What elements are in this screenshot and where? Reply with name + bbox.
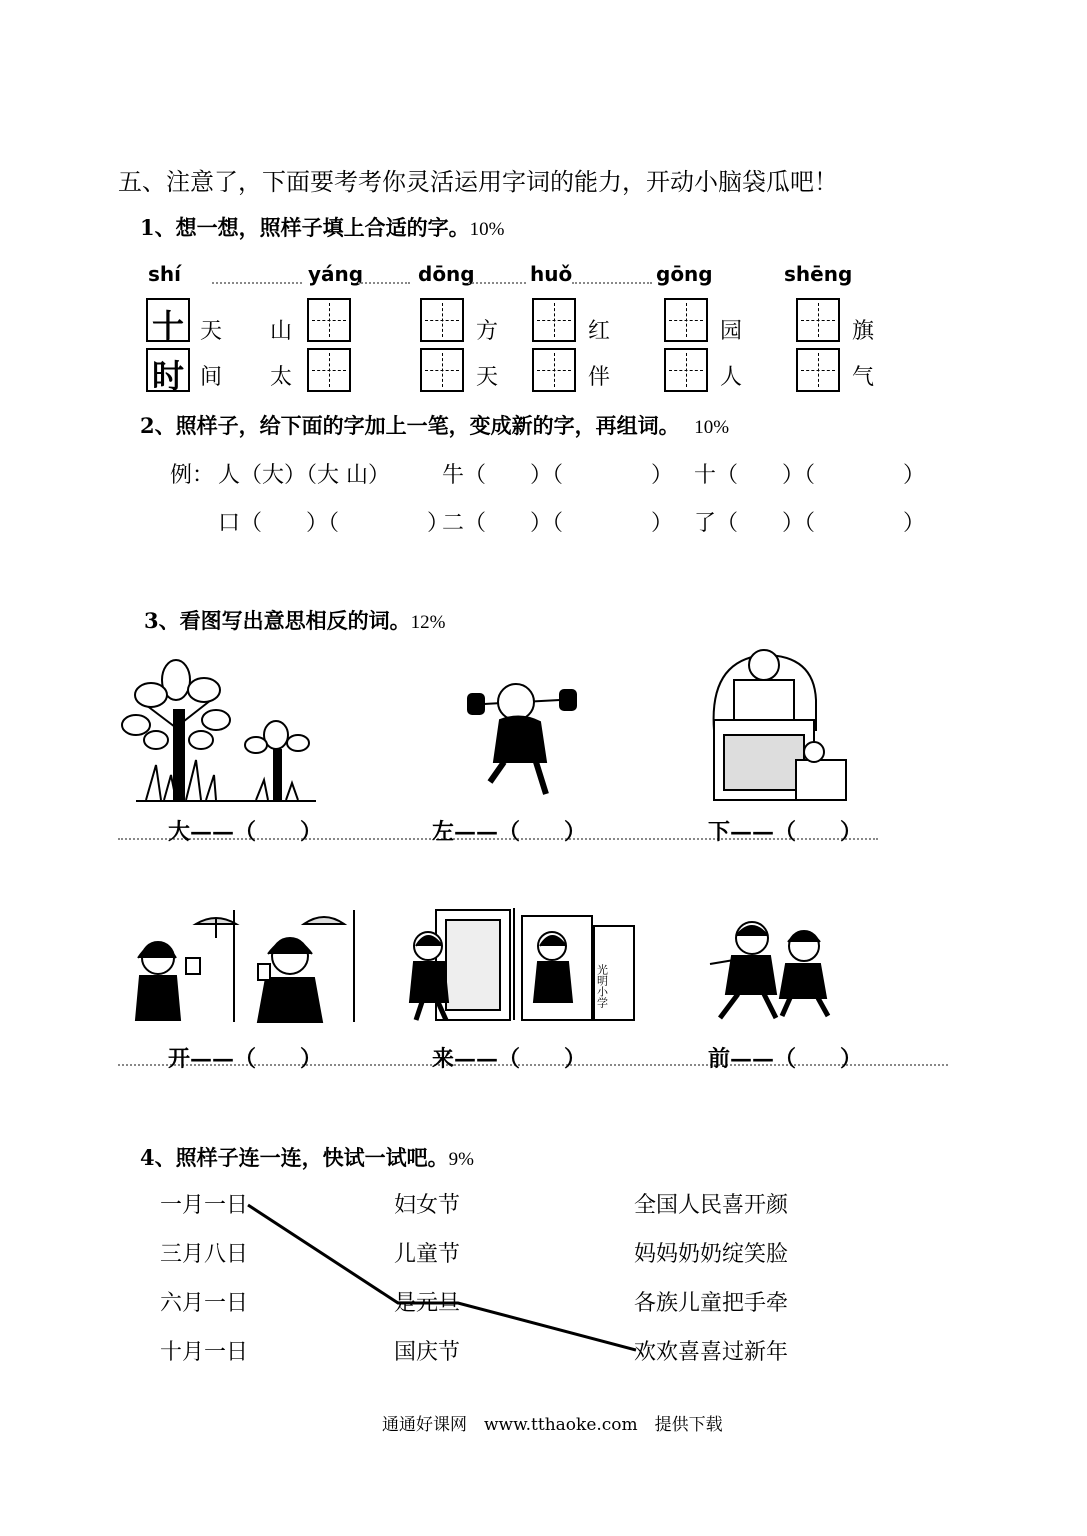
q3-antonym[interactable]: 大——（ ） [168,819,323,845]
q1-char: 人 [720,365,743,390]
q4-phrase[interactable]: 各族儿童把手牵 [634,1291,789,1316]
q1-char: 园 [720,319,743,344]
pinyin-1: shí [148,262,181,286]
q4-title [140,1142,474,1172]
q4-date[interactable]: 一月一日 [160,1193,249,1218]
q4-title-text: 4、照样子连一连，快试一试吧。 [140,1145,449,1170]
q4-date[interactable]: 六月一日 [160,1291,249,1316]
q2-example: 人（大）（大 山） [218,463,390,488]
answer-box[interactable] [796,348,840,392]
q1-percent: 10% [469,219,505,240]
answer-box[interactable] [532,298,576,342]
section-title: 五、注意了，下面要考考你灵活运用字词的能力，开动小脑袋瓜吧！ [118,168,838,196]
q1-char: 天 [476,365,499,390]
q4-festival[interactable]: 国庆节 [394,1340,461,1365]
walking-kids-picture [706,912,846,1022]
q4-date[interactable]: 十月一日 [160,1340,249,1365]
q1-char: 旗 [852,319,875,344]
q1-char: 红 [588,319,611,344]
q2-title [140,410,729,440]
school-sign: 光明小学 [595,964,609,1008]
q3-percent: 12% [410,612,446,633]
q1-char: 天 [200,319,223,344]
q1-char: 伴 [588,365,611,390]
answer-box[interactable] [307,298,351,342]
q1-char: 气 [852,365,875,390]
q4-festival[interactable]: 是元旦 [394,1291,461,1316]
q2-item[interactable]: 牛（ ）（ ） [442,463,674,488]
answer-box[interactable] [532,348,576,392]
q3-title [144,605,445,635]
q3-antonym[interactable]: 左——（ ） [432,819,587,845]
q2-percent: 10% [694,417,730,438]
q2-item[interactable]: 二（ ）（ ） [442,511,674,536]
q2-item[interactable]: 口（ ）（ ） [218,511,450,536]
answer-box[interactable] [664,348,708,392]
q4-percent: 9% [448,1149,474,1170]
pinyin-5: gōng [656,262,713,286]
example-char-2: 时 [151,357,184,395]
pinyin-4: huǒ [530,262,573,286]
example-box-2 [146,348,190,395]
school-boys-picture [402,906,638,1024]
answer-box[interactable] [420,298,464,342]
q4-phrase[interactable]: 欢欢喜喜过新年 [634,1340,789,1365]
pinyin-2: yáng [308,262,364,286]
q3-title-text: 3、看图写出意思相反的词。 [144,608,411,633]
pinyin-6: shēng [784,262,853,286]
q2-title-text: 2、照样子，给下面的字加上一笔，变成新的字，再组词。 [140,413,680,438]
q4-festival[interactable]: 妇女节 [394,1193,461,1218]
example-char-1: 十 [151,307,184,345]
q4-festival[interactable]: 儿童节 [394,1242,461,1267]
q4-phrase[interactable]: 妈妈奶奶绽笑脸 [634,1242,789,1267]
q4-phrase[interactable]: 全国人民喜开颜 [634,1193,789,1218]
trees-picture [116,655,321,805]
q3-antonym[interactable]: 来——（ ） [432,1046,587,1072]
footer: 通通好课网 www.tthaoke.com 提供下载 [382,1415,723,1435]
q3-antonym[interactable]: 前——（ ） [708,1046,863,1072]
pinyin-3: dōng [418,262,475,286]
q1-char: 方 [476,319,499,344]
example-box-1 [146,298,190,345]
q2-item[interactable]: 十（ ）（ ） [694,463,926,488]
q1-title [140,212,504,242]
answer-box[interactable] [664,298,708,342]
answer-box[interactable] [420,348,464,392]
q1-title-text: 1、想一想，照样子填上合适的字。 [140,215,470,240]
q1-char: 太 [270,365,293,390]
q1-char: 间 [200,365,223,390]
q2-item[interactable]: 了（ ）（ ） [694,511,926,536]
q4-date[interactable]: 三月八日 [160,1242,249,1267]
weightlifter-picture [466,672,586,802]
q1-char: 山 [270,319,293,344]
answer-box[interactable] [796,298,840,342]
desk-picture [704,640,854,805]
q3-antonym[interactable]: 下——（ ） [708,819,863,845]
umbrella-girls-picture [118,908,356,1026]
q3-antonym[interactable]: 开——（ ） [168,1046,323,1072]
answer-box[interactable] [307,348,351,392]
q2-example-label: 例： [170,463,215,488]
